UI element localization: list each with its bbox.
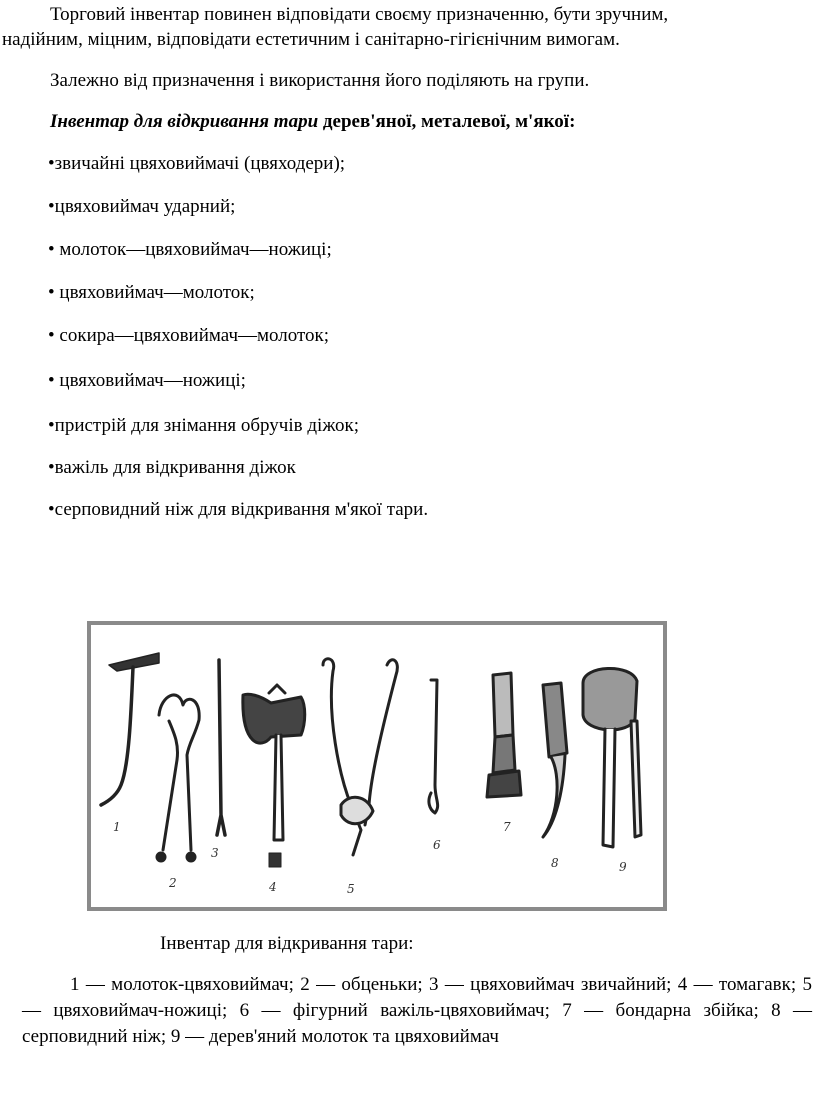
tool-number-7: 7 — [503, 820, 511, 834]
section-heading-rest: дерев'яної, металевої, м'якої: — [318, 111, 576, 132]
paragraph-1-line-2: надійним, міцним, відповідати естетичним і санітарно-гігієнічним вимогам. — [2, 29, 620, 50]
bullet-item: •цвяховиймач ударний; — [48, 196, 236, 217]
tool-number-5: 5 — [347, 882, 355, 896]
tool-number-4: 4 — [269, 880, 277, 894]
tool-3-drawing — [217, 660, 225, 835]
paragraph-1-line-1: Торговий інвентар повинен відповідати своєму призначенню, бути зручним, — [50, 4, 669, 25]
section-heading-italic: Інвентар для відкривання тари — [50, 111, 319, 132]
bullet-item: • цвяховиймач—молоток; — [48, 282, 255, 303]
tool-5-drawing — [323, 659, 397, 855]
figure-caption: Інвентар для відкривання тари: — [160, 933, 414, 954]
bullet-item: • цвяховиймач—ножиці; — [48, 370, 246, 391]
tool-4-drawing — [243, 685, 305, 867]
bullet-item: • молоток—цвяховиймач—ножиці; — [48, 239, 332, 260]
tool-7-drawing — [487, 673, 521, 797]
tool-9-drawing — [583, 668, 641, 847]
figure-legend: 1 — молоток-цвяховиймач; 2 — обценьки; 3 — цвяховиймач звичайний; 4 — томагавк; 5 — цвяховиймач-ножиці; 6 — фігурний важіль-цвяховиймач; 7 — бондарна збійка; 8 — серповидний ніж; 9 — дерев'яний молоток та цвяховиймач — [22, 974, 812, 1047]
tool-number-1: 1 — [113, 820, 121, 834]
tool-number-3: 3 — [211, 846, 219, 860]
bullet-item: •важіль для відкривання діжок — [48, 457, 296, 478]
tool-8-drawing — [543, 683, 567, 837]
bullet-item: • сокира—цвяховиймач—молоток; — [48, 325, 330, 346]
paragraph-2: Залежно від призначення і використання його поділяють на групи. — [50, 70, 590, 91]
section-heading — [50, 111, 575, 133]
tool-number-2: 2 — [169, 876, 177, 890]
tool-number-6: 6 — [433, 838, 441, 852]
tool-number-8: 8 — [551, 856, 559, 870]
tool-number-9: 9 — [619, 860, 627, 874]
bullet-item: •звичайні цвяховиймачі (цвяходери); — [48, 153, 346, 174]
tool-2-drawing — [157, 695, 199, 861]
tools-illustration — [87, 621, 667, 911]
bullet-item: •серповидний ніж для відкривання м'якої тари. — [48, 499, 429, 520]
bullet-item: •пристрій для знімання обручів діжок; — [48, 415, 359, 436]
tools-drawing — [91, 625, 663, 907]
tool-6-drawing — [429, 680, 438, 813]
tool-1-drawing — [101, 653, 159, 805]
